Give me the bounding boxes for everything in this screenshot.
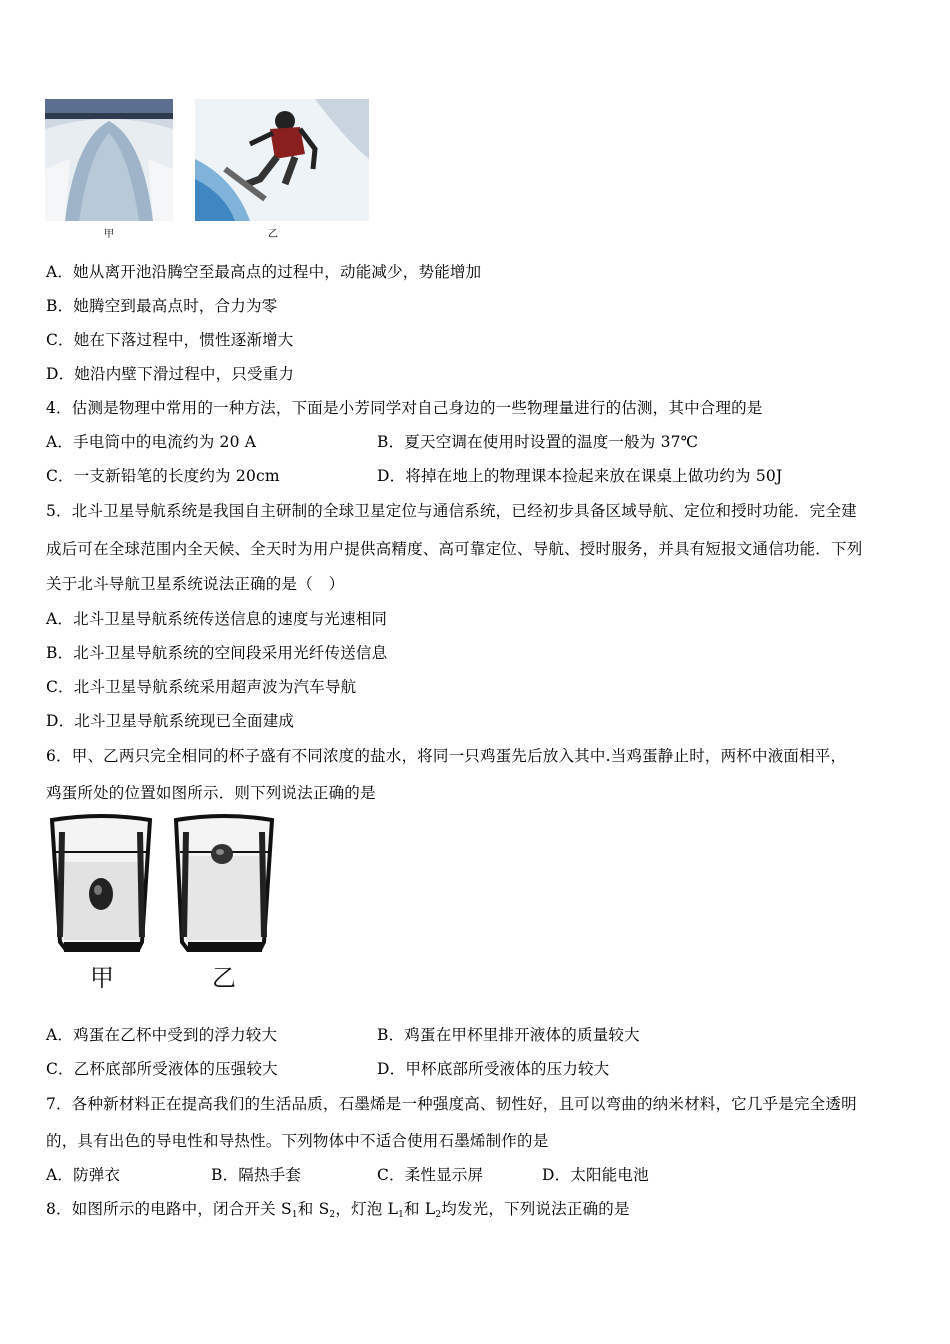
q7-stem-line2: 的，具有出色的导电性和导热性。下列物体中不适合使用石墨烯制作的是 (46, 1132, 549, 1150)
cup-left-label: 甲 (90, 964, 114, 992)
q7-option-b: B．隔热手套 (211, 1166, 302, 1184)
halfpipe-photo (45, 99, 173, 221)
q3-option-c: C．她在下落过程中，惯性逐渐增大 (46, 331, 294, 349)
figure-caption-right: 乙 (268, 229, 278, 240)
q6-option-a: A．鸡蛋在乙杯中受到的浮力较大 (46, 1026, 278, 1044)
figure-caption-left: 甲 (104, 229, 114, 240)
q5-option-b: B．北斗卫星导航系统的空间段采用光纤传送信息 (46, 644, 388, 662)
q7-option-c: C．柔性显示屏 (377, 1166, 484, 1184)
q4-option-b: B．夏天空调在使用时设置的温度一般为 37℃ (377, 433, 699, 451)
snowboarder-photo (195, 99, 369, 221)
q8-text-1: 8．如图所示的电路中，闭合开关 S (46, 1200, 292, 1218)
q8-sub-l1: 1 (398, 1210, 405, 1220)
q3-option-b: B．她腾空到最高点时，合力为零 (46, 297, 278, 315)
q8-text-3: ，灯泡 L (335, 1200, 399, 1218)
q4-option-a: A．手电筒中的电流约为 20 A (46, 433, 257, 451)
q5-stem-line1: 5．北斗卫星导航系统是我国自主研制的全球卫星定位与通信系统，已经初步具备区域导航、定位和授时功能．完全建 (46, 502, 857, 520)
q7-stem-line1: 7．各种新材料正在提高我们的生活品质，石墨烯是一种强度高、韧性好，且可以弯曲的纳米材料，它几乎是完全透明 (46, 1095, 857, 1113)
q8-stem (46, 1197, 630, 1220)
cup-right (176, 816, 272, 952)
q8-text-5: 均发光，下列说法正确的是 (441, 1200, 630, 1218)
q8-text-4: 和 L (404, 1200, 436, 1218)
q4-option-d: D．将掉在地上的物理课本捡起来放在课桌上做功约为 50J (377, 467, 783, 485)
q4-stem: 4．估测是物理中常用的一种方法，下面是小芳同学对自己身边的一些物理量进行的估测，其中合理的是 (46, 399, 763, 417)
q8-sub-s1: 1 (291, 1210, 298, 1220)
q8-sub-l2: 2 (435, 1210, 442, 1220)
q4-option-c: C．一支新铅笔的长度约为 20cm (46, 467, 280, 485)
q5-option-a: A．北斗卫星导航系统传送信息的速度与光速相同 (46, 610, 388, 628)
q3-option-d: D．她沿内壁下滑过程中，只受重力 (46, 365, 295, 383)
q3-option-a: A．她从离开池沿腾空至最高点的过程中，动能减少，势能增加 (46, 263, 482, 281)
q6-stem-line1: 6．甲、乙两只完全相同的杯子盛有不同浓度的盐水，将同一只鸡蛋先后放入其中.当鸡蛋静止时，两杯中液面相平， (46, 747, 847, 765)
q7-option-d: D．太阳能电池 (542, 1166, 649, 1184)
q8-text-2: 和 S (297, 1200, 330, 1218)
q5-stem-line2: 成后可在全球范围内全天候、全天时为用户提供高精度、高可靠定位、导航、授时服务，并具有短报文通信功能．下列 (46, 540, 863, 558)
q6-option-d: D．甲杯底部所受液体的压力较大 (377, 1060, 610, 1078)
cup-right-label: 乙 (212, 964, 236, 992)
q5-stem-line3: 关于北斗导航卫星系统说法正确的是（ ） (46, 575, 345, 593)
q6-option-c: C．乙杯底部所受液体的压强较大 (46, 1060, 278, 1078)
q7-option-a: A．防弹衣 (46, 1166, 121, 1184)
cup-left (52, 816, 150, 952)
q5-option-c: C．北斗卫星导航系统采用超声波为汽车导航 (46, 678, 357, 696)
q5-option-d: D．北斗卫星导航系统现已全面建成 (46, 712, 295, 730)
q8-sub-s2: 2 (329, 1210, 336, 1220)
q6-option-b: B．鸡蛋在甲杯里排开液体的质量较大 (377, 1026, 640, 1044)
egg-cups-figure (46, 812, 276, 994)
q6-stem-line2: 鸡蛋所处的位置如图所示．则下列说法正确的是 (46, 784, 376, 802)
